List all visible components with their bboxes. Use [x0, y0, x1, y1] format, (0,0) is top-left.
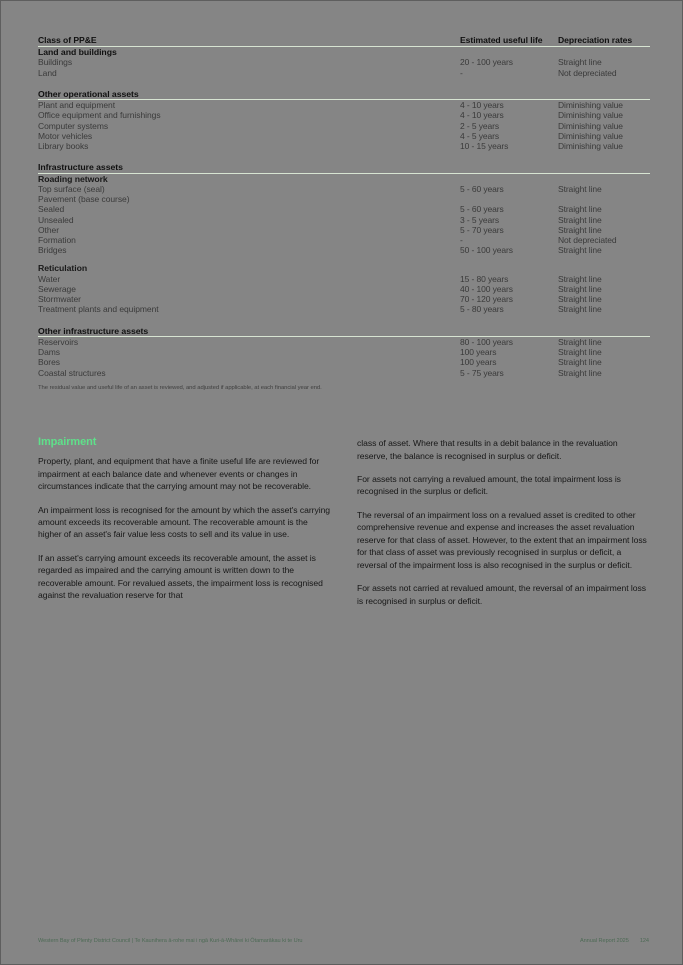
- row-label: Land: [38, 67, 57, 78]
- row-depreciation-rate: Straight line: [558, 284, 602, 294]
- row-label: Library books: [38, 141, 89, 151]
- row-label: Plant and equipment: [38, 100, 116, 111]
- row-label: Reservoirs: [38, 337, 79, 347]
- paragraph: For assets not carried at revalued amount, the reversal of an impairment loss is recognised in surplus or deficit.: [357, 583, 646, 606]
- row-depreciation-rate: Straight line: [558, 337, 602, 347]
- group-title-infrastructure-assets: Infrastructure assets: [38, 162, 460, 173]
- column-header-useful-life: Estimated useful life: [460, 35, 558, 47]
- row-depreciation-rate: Not depreciated: [558, 67, 617, 78]
- table-row: [38, 368, 650, 378]
- row-useful-life: 15 - 80 years: [460, 273, 509, 284]
- row-depreciation-rate: Straight line: [558, 304, 602, 315]
- row-useful-life: 3 - 5 years: [460, 214, 500, 225]
- footer-right-group: [580, 938, 649, 944]
- row-useful-life: 5 - 75 years: [460, 367, 504, 378]
- table-footnote: The residual value and useful life of an asset is reviewed, and adjusted if applicable, at each financial year end.: [38, 384, 322, 391]
- impairment-section: [38, 436, 650, 607]
- row-useful-life: 4 - 10 years: [460, 100, 504, 111]
- row-useful-life: 5 - 60 years: [460, 204, 504, 215]
- column-header-class: Class of PP&E: [38, 35, 460, 47]
- table-row: [38, 284, 650, 294]
- table-spacer: [38, 78, 650, 89]
- table-spacer: [38, 255, 650, 263]
- table-row: [38, 274, 650, 284]
- group-header-row: [38, 326, 650, 337]
- row-depreciation-rate: Straight line: [558, 273, 602, 284]
- table-row: [38, 121, 650, 131]
- row-depreciation-rate: Straight line: [558, 245, 602, 256]
- row-label: Sewerage: [38, 284, 76, 294]
- row-useful-life: 100 years: [460, 347, 497, 358]
- row-depreciation-rate: Diminishing value: [558, 141, 623, 151]
- row-useful-life: [460, 194, 558, 204]
- row-label: Treatment plants and equipment: [38, 304, 159, 315]
- row-depreciation-rate: Straight line: [558, 357, 602, 368]
- table-row: [38, 204, 650, 214]
- row-depreciation-rate: Straight line: [558, 204, 602, 215]
- paragraph: An impairment loss is recognised for the amount by which the asset's carrying amount exceeds its recoverable amount. The recoverable amount is the higher of an asset's fair value less costs to sell and its value in use.: [38, 504, 331, 540]
- table-spacer: [38, 151, 650, 162]
- row-label: Water: [38, 273, 61, 284]
- row-depreciation-rate: [558, 194, 650, 204]
- table-row: [38, 57, 650, 67]
- row-depreciation-rate: Diminishing value: [558, 110, 623, 121]
- column-header-depreciation-rates: Depreciation rates: [558, 35, 650, 47]
- table-row: [38, 235, 650, 245]
- footer-organisation: Western Bay of Plenty District Council | Te Kaunihera ā-rohe mai i ngā Kuri-ā-Whārei ki Ōtamarākau ki te Uru: [38, 938, 303, 944]
- table-row: [38, 131, 650, 141]
- table-row: [38, 245, 650, 255]
- row-useful-life: 10 - 15 years: [460, 141, 509, 151]
- row-depreciation-rate: Not depreciated: [558, 235, 617, 245]
- table-row: [38, 141, 650, 151]
- footer-page-number: 124: [639, 938, 649, 944]
- row-useful-life: 5 - 80 years: [460, 304, 504, 315]
- paragraph: Property, plant, and equipment that have a finite useful life are reviewed for impairment at each balance date and whenever events or changes in circumstances indicate that the carrying amount may not be recoverable.: [38, 456, 320, 492]
- row-label: Top surface (seal): [38, 184, 105, 195]
- table-row: [38, 194, 650, 204]
- table-spacer: [38, 315, 650, 326]
- subgroup-header-row: [38, 173, 650, 184]
- table-row: [38, 225, 650, 235]
- table-row: [38, 100, 650, 111]
- subgroup-title-reticulation: Reticulation: [38, 263, 88, 274]
- subgroup-header-row: [38, 263, 650, 273]
- row-label: Motor vehicles: [38, 130, 93, 141]
- row-depreciation-rate: Diminishing value: [558, 100, 623, 111]
- table-header-row: [38, 35, 650, 47]
- row-label: Formation: [38, 235, 76, 245]
- table-row: [38, 337, 650, 348]
- group-header-row: [38, 162, 650, 173]
- paragraph: The reversal of an impairment loss on a revalued asset is credited to other comprehensive revenue and expense and increases the asset revaluation reserve for that class of asset. However, to the extent that an impairment loss for that class of asset was previously recognised in surplus or deficit, a reversal of the impairment loss is also recognised in the surplus or deficit.: [357, 509, 647, 570]
- subgroup-title-roading-network: Roading network: [38, 173, 108, 184]
- row-useful-life: 100 years: [460, 357, 497, 368]
- row-depreciation-rate: Straight line: [558, 184, 602, 195]
- table-row: [38, 110, 650, 120]
- row-label: Dams: [38, 347, 60, 358]
- table-row: [38, 294, 650, 304]
- paragraph: For assets not carrying a revalued amount, the total impairment loss is recognised in the surplus or deficit.: [357, 474, 621, 497]
- page-content: [38, 35, 650, 607]
- row-useful-life: -: [460, 235, 463, 245]
- row-label: Unsealed: [38, 214, 74, 225]
- row-depreciation-rate: Straight line: [558, 214, 602, 225]
- row-useful-life: 80 - 100 years: [460, 337, 513, 347]
- table-row: [38, 184, 650, 194]
- row-depreciation-rate: Straight line: [558, 294, 602, 305]
- footer-report-title: Annual Report 2025: [579, 938, 629, 944]
- row-label: Computer systems: [38, 120, 109, 131]
- group-title-other-infrastructure-assets: Other infrastructure assets: [38, 326, 460, 337]
- row-useful-life: 20 - 100 years: [460, 57, 513, 68]
- row-depreciation-rate: Straight line: [558, 224, 602, 235]
- row-useful-life: 2 - 5 years: [460, 120, 500, 131]
- row-useful-life: 5 - 60 years: [460, 184, 504, 195]
- row-depreciation-rate: Straight line: [558, 367, 602, 378]
- section-heading-impairment: Impairment: [38, 436, 97, 449]
- row-label: Sealed: [38, 204, 65, 215]
- group-title-land-and-buildings: Land and buildings: [38, 47, 117, 57]
- row-label: Stormwater: [38, 294, 81, 305]
- row-depreciation-rate: Diminishing value: [558, 130, 623, 141]
- table-row: [38, 304, 650, 314]
- paragraph: class of asset. Where that results in a debit balance in the revaluation reserve, the balance is recognised in surplus or deficit.: [357, 438, 618, 461]
- row-useful-life: 50 - 100 years: [460, 245, 513, 256]
- row-label: Buildings: [38, 57, 73, 68]
- group-header-row: [38, 89, 650, 100]
- row-label: Coastal structures: [38, 367, 106, 378]
- row-useful-life: 5 - 70 years: [460, 224, 504, 235]
- row-useful-life: -: [460, 67, 463, 78]
- row-useful-life: 4 - 10 years: [460, 110, 504, 121]
- impairment-left-column: [38, 436, 331, 607]
- paragraph: If an asset's carrying amount exceeds its recoverable amount, the asset is regarded as impaired and the carrying amount is written down to the recoverable amount. For revalued assets, the impairment loss is recognised against the revaluation reserve for that: [38, 552, 323, 601]
- row-depreciation-rate: Straight line: [558, 347, 602, 358]
- row-label: Bores: [38, 357, 60, 368]
- row-label: Pavement (base course): [38, 194, 130, 205]
- row-useful-life: 40 - 100 years: [460, 284, 513, 294]
- page-footer: [38, 938, 649, 944]
- table-row: [38, 347, 650, 357]
- row-useful-life: 70 - 120 years: [460, 294, 513, 305]
- row-depreciation-rate: Straight line: [558, 57, 602, 68]
- table-row: [38, 357, 650, 367]
- row-depreciation-rate: Diminishing value: [558, 120, 623, 131]
- ppe-depreciation-table: [38, 35, 650, 378]
- row-label: Other: [38, 224, 60, 235]
- impairment-right-column: [357, 436, 650, 607]
- table-row: [38, 68, 650, 78]
- group-header-row: [38, 47, 650, 58]
- group-title-other-operational-assets: Other operational assets: [38, 89, 460, 100]
- row-label: Office equipment and furnishings: [38, 110, 161, 121]
- row-label: Bridges: [38, 245, 67, 256]
- table-row: [38, 215, 650, 225]
- row-useful-life: 4 - 5 years: [460, 130, 500, 141]
